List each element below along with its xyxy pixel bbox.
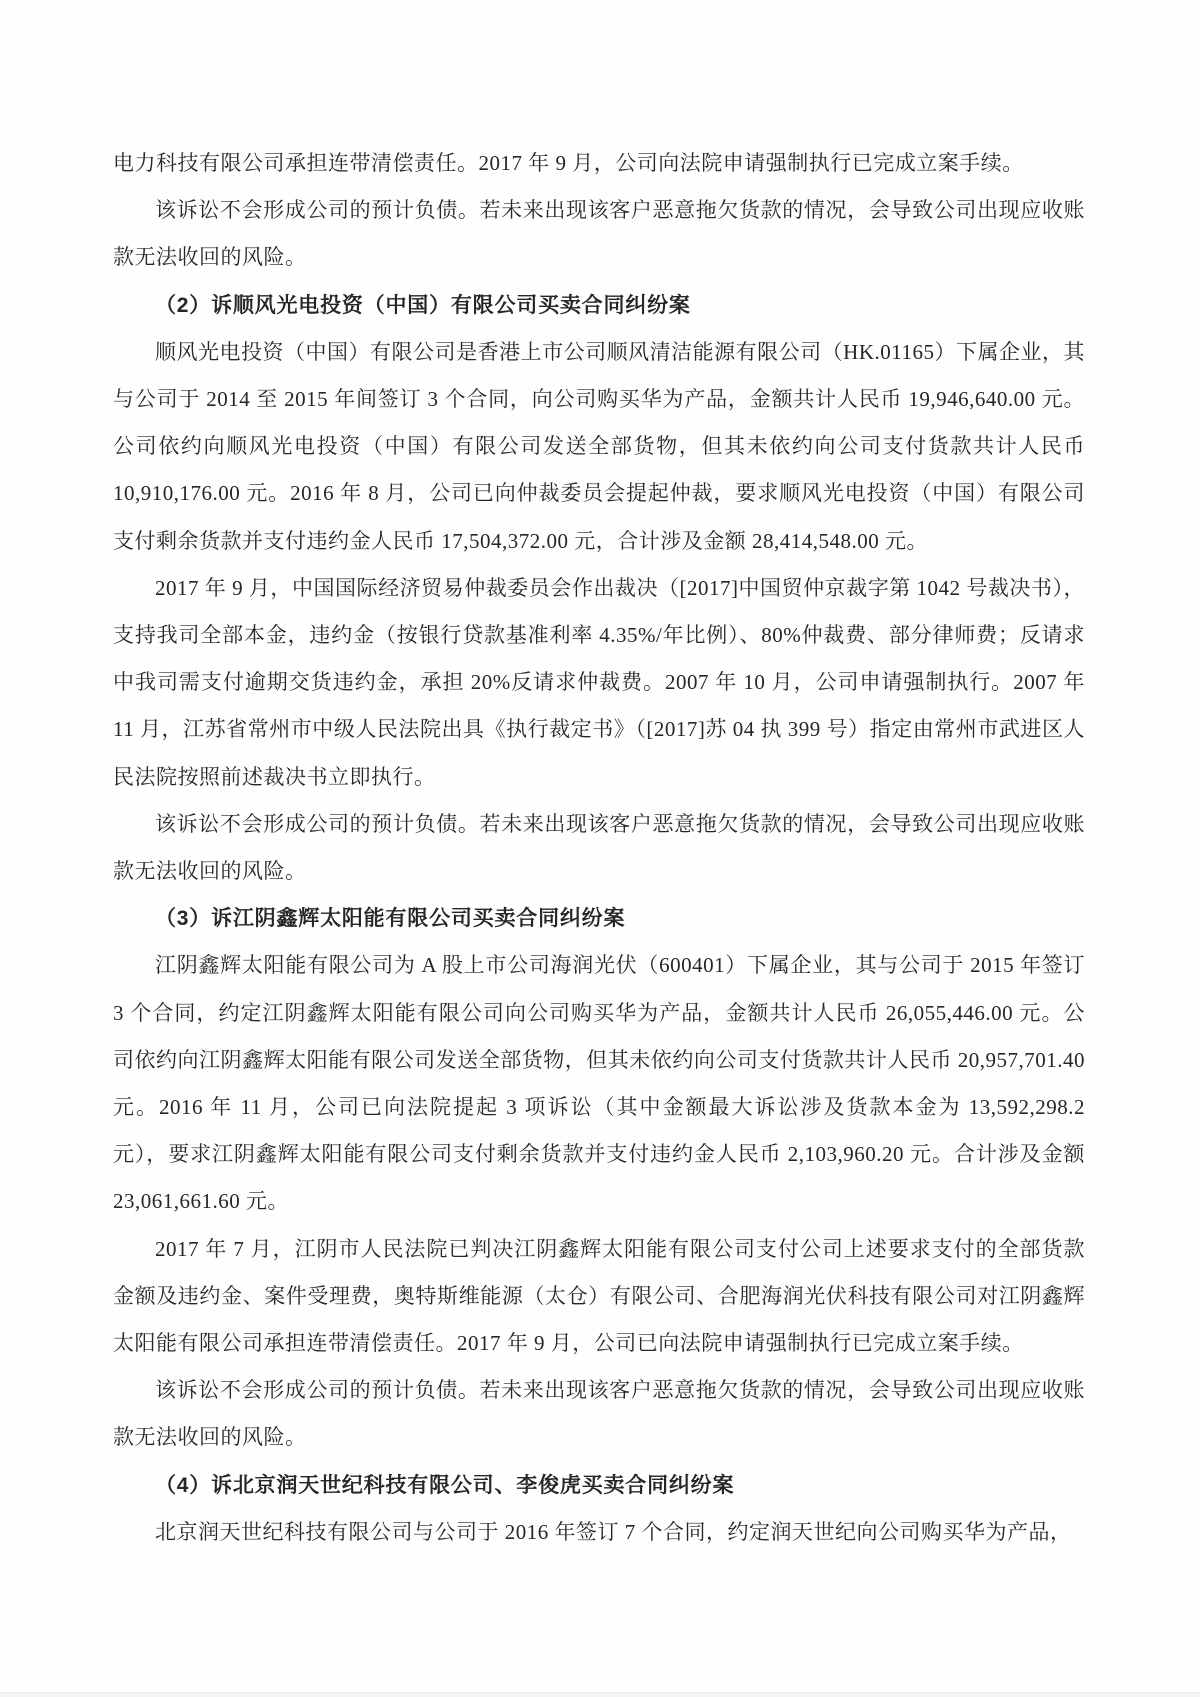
case-3-heading: （3）诉江阴鑫辉太阳能有限公司买卖合同纠纷案 [155, 907, 626, 931]
continuation-paragraph: 电力科技有限公司承担连带清偿责任。2017 年 9 月，公司向法院申请强制执行已完成立案手续。 [113, 151, 1024, 175]
page-bottom-scan-edge [0, 1692, 1200, 1697]
case-2-ruling-paragraph: 2017 年 9 月，中国国际经济贸易仲裁委员会作出裁决（[2017]中国贸仲京裁字第 1042 号裁决书），支持我司全部本金，违约金（按银行贷款基准利率 4.35%/年比例）、80%仲裁费、部分律师费；反请求中我司需支付逾期交货违约金，承担 20%反请求仲裁费。2007 年 10 月，公司申请强制执行。2007 年 11 月，江苏省常州市中级人民法院出具《执行裁定书》（[2017]苏 04 执 399 号）指定由常州市武进区人民法院按照前述裁决书立即执行。 [113, 575, 1085, 789]
case-4-heading: （4）诉北京润天世纪科技有限公司、李俊虎买卖合同纠纷案 [155, 1473, 735, 1497]
case-2-heading: （2）诉顺风光电投资（中国）有限公司买卖合同纠纷案 [155, 293, 691, 317]
risk-statement-paragraph-1: 该诉讼不会形成公司的预计负债。若未来出现该客户恶意拖欠货款的情况，会导致公司出现应收账款无法收回的风险。 [113, 198, 1085, 270]
case-4-facts-paragraph: 北京润天世纪科技有限公司与公司于 2016 年签订 7 个合同，约定润天世纪向公司购买华为产品， [155, 1519, 1072, 1544]
risk-statement-paragraph-3: 该诉讼不会形成公司的预计负债。若未来出现该客户恶意拖欠货款的情况，会导致公司出现应收账款无法收回的风险。 [113, 1378, 1085, 1450]
case-3-ruling-paragraph: 2017 年 7 月，江阴市人民法院已判决江阴鑫辉太阳能有限公司支付公司上述要求支付的全部货款金额及违约金、案件受理费，奥特斯维能源（太仓）有限公司、合肥海润光伏科技有限公司对江阴鑫辉太阳能有限公司承担连带清偿责任。2017 年 9 月，公司已向法院申请强制执行已完成立案手续。 [113, 1236, 1085, 1356]
risk-statement-paragraph-2: 该诉讼不会形成公司的预计负债。若未来出现该客户恶意拖欠货款的情况，会导致公司出现应收账款无法收回的风险。 [113, 811, 1085, 884]
case-2-facts-paragraph: 顺风光电投资（中国）有限公司是香港上市公司顺风清洁能源有限公司（HK.01165）下属企业，其与公司于 2014 至 2015 年间签订 3 个合同，向公司购买华为产品，金额共计人民币 19,946,640.00 元。公司依约向顺风光电投资（中国）有限公司发送全部货物，但其未依约向公司支付货款共计人民币 10,910,176.00 元。2016 年 8 月，公司已向仲裁委员会提起仲裁，要求顺风光电投资（中国）有限公司支付剩余货款并支付违约金人民币 17,504,372.00 元，合计涉及金额 28,414,548.00 元。 [113, 339, 1085, 553]
document-body [113, 140, 1085, 1556]
case-3-facts-paragraph: 江阴鑫辉太阳能有限公司为 A 股上市公司海润光伏（600401）下属企业，其与公司于 2015 年签订 3 个合同，约定江阴鑫辉太阳能有限公司向公司购买华为产品，金额共计人民币 26,055,446.00 元。公司依约向江阴鑫辉太阳能有限公司发送全部货物，但其未依约向公司支付货款共计人民币 20,957,701.40 元。2016 年 11 月，公司已向法院提起 3 项诉讼（其中金额最大诉讼涉及货款本金为 13,592,298.2 元），要求江阴鑫辉太阳能有限公司支付剩余货款并支付违约金人民币 2,103,960.20 元。合计涉及金额 23,061,661.60 元。 [113, 953, 1085, 1214]
